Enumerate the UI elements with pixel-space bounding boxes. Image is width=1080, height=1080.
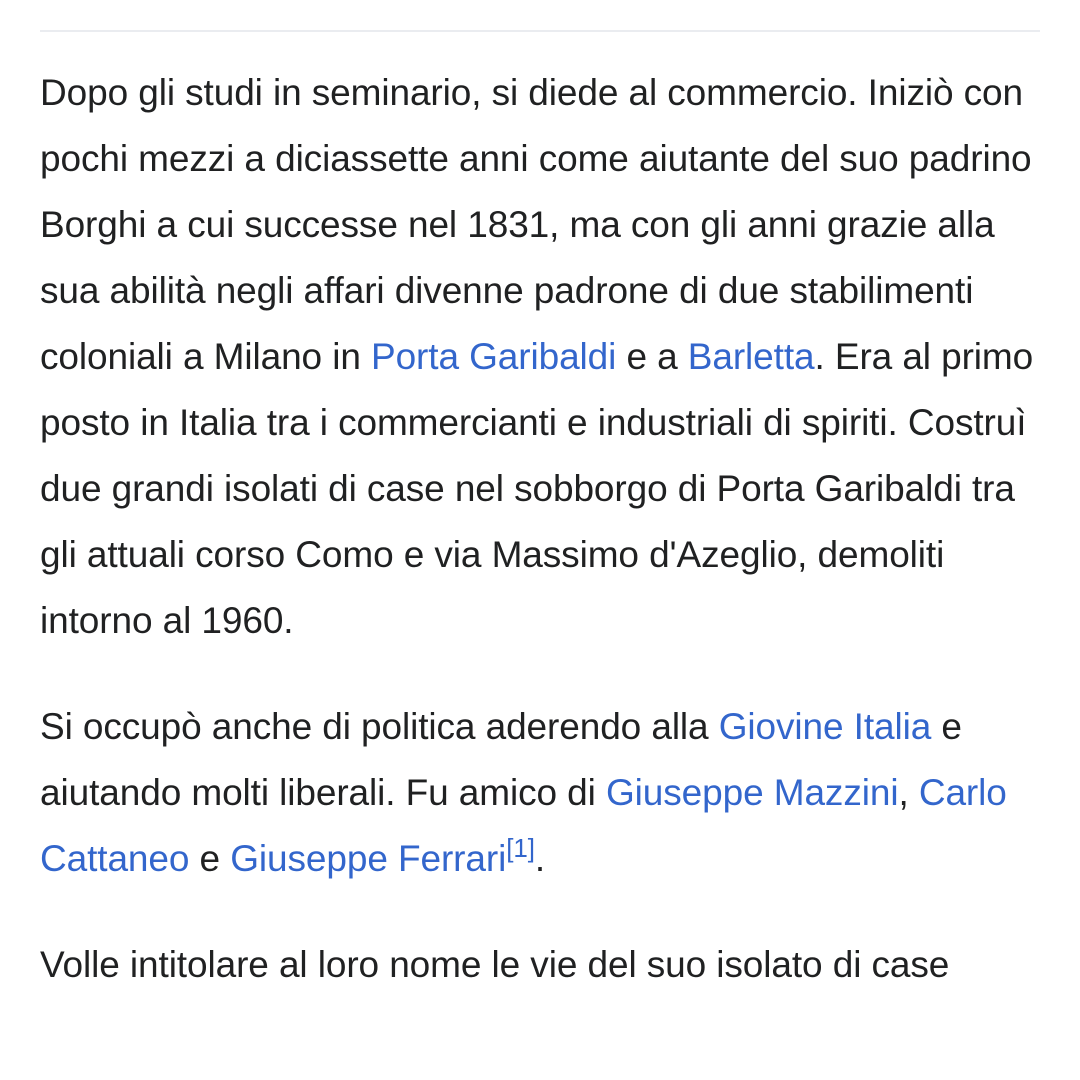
link-giuseppe-ferrari[interactable]: Giuseppe Ferrari: [230, 838, 507, 879]
citation-1: [506, 833, 535, 863]
citation-link-1[interactable]: [1]: [506, 833, 535, 863]
paragraph-3-text-a: Volle intitolare al loro nome le vie del suo isolato di case: [40, 944, 950, 985]
paragraph-2-text-c: ,: [898, 772, 919, 813]
section-divider: [40, 30, 1040, 32]
paragraph-3: [40, 932, 1045, 998]
paragraph-1-text-a: Dopo gli studi in seminario, si diede al commercio. Iniziò con pochi mezzi a diciassette anni come aiutante del suo padrino Borghi a cui successe nel 1831, ma con gli anni grazie alla sua abilità negli affari divenne padrone di due stabilimenti coloniali a Milano in: [40, 72, 1032, 377]
link-giovine-italia[interactable]: Giovine Italia: [718, 706, 932, 747]
article-body: [40, 60, 1045, 998]
paragraph-1-text-b: e a: [616, 336, 688, 377]
paragraph-1-text-c: . Era al primo posto in Italia tra i commercianti e industriali di spiriti. Costruì due grandi isolati di case nel sobborgo di Porta Garibaldi tra gli attuali corso Como e via Massimo d'Azeglio, demoliti intorno al 1960.: [40, 336, 1034, 641]
paragraph-2-text-d: e: [189, 838, 231, 879]
paragraph-2-text-b: e aiutando molti liberali. Fu amico di: [40, 706, 962, 813]
paragraph-2: [40, 694, 1045, 892]
link-porta-garibaldi[interactable]: Porta Garibaldi: [370, 336, 617, 377]
paragraph-2-text-a: Si occupò anche di politica aderendo alla: [40, 706, 719, 747]
paragraph-2-text-e: .: [534, 838, 546, 879]
link-barletta[interactable]: Barletta: [687, 336, 815, 377]
link-giuseppe-mazzini[interactable]: Giuseppe Mazzini: [605, 772, 899, 813]
link-carlo-cattaneo[interactable]: Carlo Cattaneo: [40, 772, 1007, 879]
paragraph-1: [40, 60, 1045, 654]
